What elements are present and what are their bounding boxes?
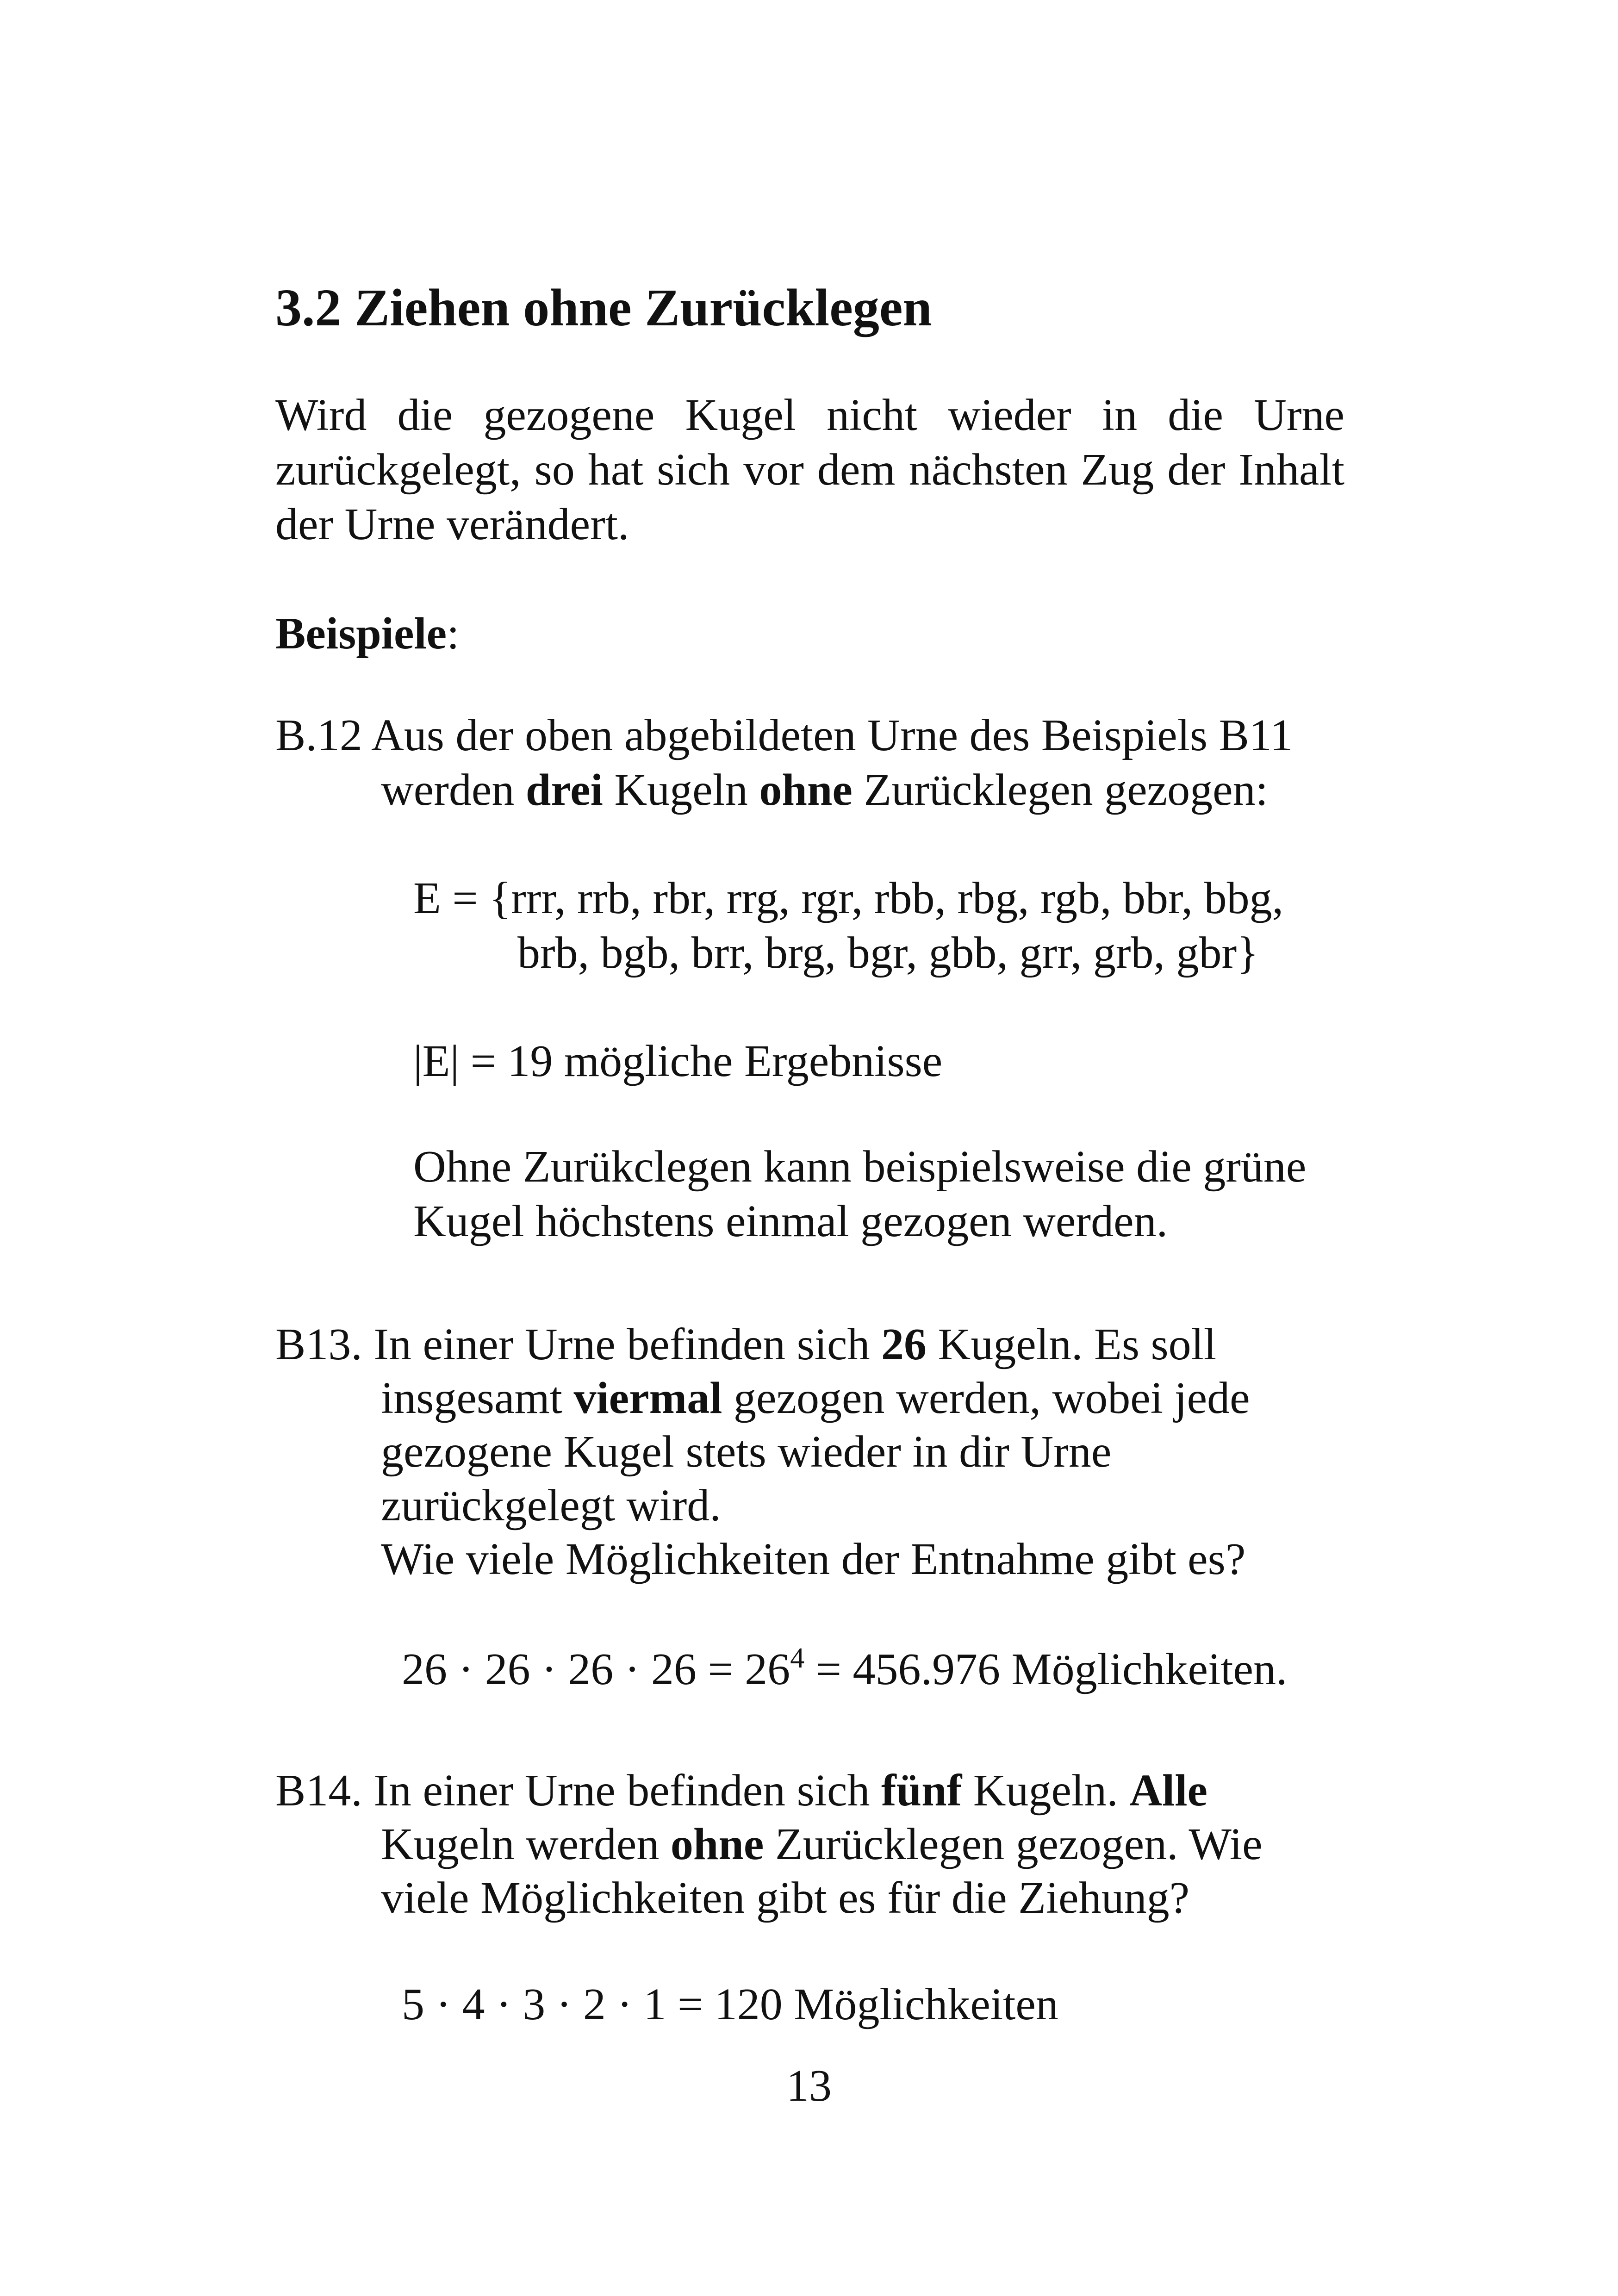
examples-label-text: Beispiele (275, 609, 447, 659)
b14-text: Zurücklegen gezogen. Wie (764, 1819, 1263, 1869)
b12-line-1: B.12 Aus der oben abgebildeten Urne des Beispiels B11 (275, 710, 1293, 760)
examples-label (275, 606, 459, 661)
b14-emphasis-alle: Alle (1129, 1766, 1207, 1816)
b13-line-1 (275, 1317, 1216, 1372)
b12-emphasis-ohne: ohne (759, 765, 853, 815)
b12-line-2 (381, 763, 1268, 817)
intro-line-2: zurückgelegt, so hat sich vor dem nächsten Zug der Inhalt (275, 445, 1344, 495)
b13-line-3: gezogene Kugel stets wieder in dir Urne (381, 1427, 1112, 1477)
b13-text: B13. In einer Urne befinden sich (275, 1319, 881, 1369)
b12-text: werden (381, 765, 526, 815)
b13-text: gezogen werden, wobei jede (722, 1373, 1250, 1423)
b13-emphasis-viermal: viermal (573, 1373, 722, 1423)
b14-line-3: viele Möglichkeiten gibt es für die Ziehung? (381, 1873, 1190, 1923)
b13-line-5: Wie viele Möglichkeiten der Entnahme gibt es? (381, 1534, 1246, 1584)
examples-label-colon: : (447, 609, 460, 659)
b12-text: Kugeln (603, 765, 759, 815)
b14-formula: 5 · 4 · 3 · 2 · 1 = 120 Möglichkeiten (402, 1979, 1058, 2029)
b14-emphasis-ohne: ohne (670, 1819, 764, 1869)
b12-note-line-2: Kugel höchstens einmal gezogen werden. (413, 1196, 1168, 1246)
b14-text: Kugeln werden (381, 1819, 671, 1869)
b12-note-line-1: Ohne Zurükclegen kann beispielsweise die grüne (413, 1142, 1307, 1192)
b13-line-4: zurückgelegt wird. (381, 1481, 721, 1531)
b14-line-1 (275, 1763, 1207, 1818)
b12-set-line-2: brb, bgb, brr, brg, bgr, gbb, grr, grb, gbr} (517, 928, 1259, 978)
intro-line-1: Wird die gezogene Kugel nicht wieder in die Urne (275, 390, 1344, 440)
page-number: 13 (786, 2061, 832, 2111)
b13-formula-base: 26 · 26 · 26 · 26 = 26 (402, 1644, 790, 1694)
b13-formula (402, 1642, 1288, 1697)
b14-emphasis-fuenf: fünf (881, 1766, 962, 1816)
b13-emphasis-26: 26 (881, 1319, 927, 1369)
b14-text: Kugeln. (962, 1766, 1130, 1816)
b13-line-2 (381, 1371, 1250, 1425)
intro-line-3: der Urne verändert. (275, 499, 629, 549)
b13-text: Kugeln. Es soll (926, 1319, 1217, 1369)
b12-set-line-1: E = {rrr, rrb, rbr, rrg, rgr, rbb, rbg, rgb, bbr, bbg, (413, 873, 1284, 923)
b14-line-2 (381, 1817, 1263, 1872)
b12-emphasis-drei: drei (525, 765, 603, 815)
section-title: 3.2 Ziehen ohne Zurücklegen (275, 278, 932, 337)
b13-formula-result: = 456.976 Möglichkeiten. (804, 1644, 1288, 1694)
b13-formula-exponent: 4 (790, 1643, 805, 1674)
b14-text: B14. In einer Urne befinden sich (275, 1766, 881, 1816)
b12-count: |E| = 19 mögliche Ergebnisse (413, 1036, 943, 1086)
b12-text: Zurücklegen gezogen: (852, 765, 1268, 815)
b13-text: insgesamt (381, 1373, 574, 1423)
